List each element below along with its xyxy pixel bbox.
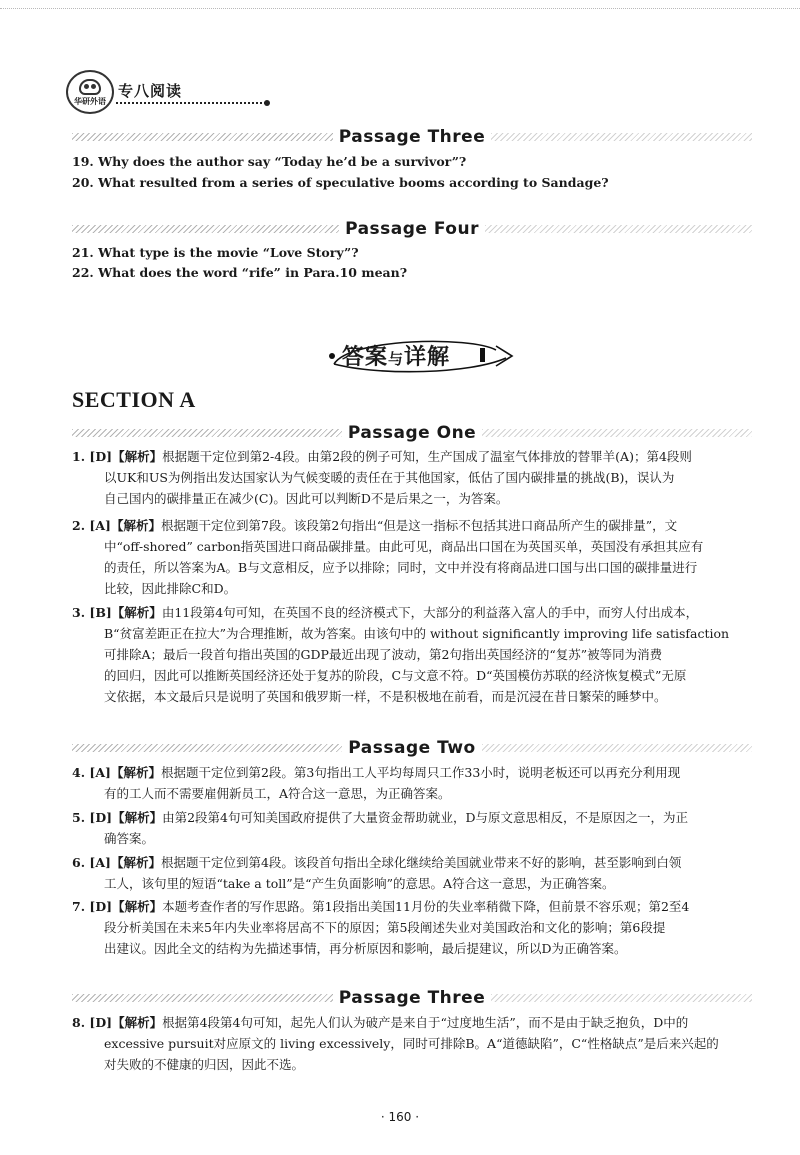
answer-line: 由第2段第4句可知美国政府提供了大量资金帮助就业，D与原文意思相反，不是原因之一，为正 — [162, 810, 689, 825]
publisher-logo — [66, 70, 114, 114]
passage-label: Passage Four — [345, 219, 479, 239]
passage-label: Passage Three — [338, 127, 486, 147]
answer-item — [72, 602, 762, 707]
logo-text: 华研外语 — [74, 97, 106, 106]
page-number: · 160 · — [380, 1110, 420, 1124]
passage-label: Passage One — [347, 423, 477, 443]
answer-key: 2. [A] — [72, 518, 111, 533]
answer-line: B“贫富差距正在拉大”为合理推断，故为答案。由该句中的 without significantly improving life satisfaction — [104, 626, 730, 641]
answer-item — [72, 896, 762, 959]
answer-key: 1. [D] — [72, 449, 113, 464]
answer-line: 根据题干定位到第2-4段。由第2段的例子可知，生产国成了温室气体排放的替罪羊(A)；第4段则 — [162, 449, 692, 464]
passage-label: Passage Two — [348, 738, 476, 758]
section-title: SECTION A — [72, 387, 196, 412]
analysis-tag: 【解析】 — [110, 855, 161, 870]
answer-key: 5. [D] — [72, 810, 113, 825]
answer-line: 本题考查作者的写作思路。第1段指出美国11月份的失业率稍微下降，但前景不容乐观；第2至4 — [162, 899, 690, 914]
question-item: 19. Why does the author say “Today he’d be a survivor”? — [72, 154, 467, 169]
hatch-decoration — [482, 744, 752, 752]
passage-label: Passage Three — [338, 988, 486, 1008]
answer-line: 确答案。 — [104, 831, 155, 846]
book-header — [66, 70, 206, 110]
answer-title-small: 与 — [388, 350, 405, 368]
question-item: 21. What type is the movie “Love Story”? — [72, 245, 359, 260]
analysis-tag: 【解析】 — [112, 1015, 163, 1030]
answer-item — [72, 807, 762, 849]
answer-line: 的回归，因此可以推断英国经济还处于复苏的阶段，C与文意不符。D“英国模仿苏联的经济恢复模式”无原 — [104, 668, 687, 683]
passage-heading — [72, 219, 752, 239]
answer-key: 4. [A] — [72, 765, 111, 780]
answer-item — [72, 762, 762, 804]
answer-line: 中“off-shored” carbon指英国进口商品碳排量。由此可见，商品出口国在为英国买单，英国没有承担其应有 — [104, 539, 704, 554]
hatch-decoration — [72, 744, 342, 752]
answer-line: 根据题干定位到第4段。该段首句指出全球化继续给美国就业带来不好的影响，甚至影响到白领 — [160, 855, 682, 870]
answer-key: 6. [A] — [72, 855, 111, 870]
answer-line: 以UK和US为例指出发达国家认为气候变暖的责任在于其他国家，低估了国内碳排量的挑战(B)，误认为 — [104, 470, 675, 485]
answer-line: 比较，因此排除C和D。 — [104, 581, 237, 596]
answer-title — [342, 340, 450, 371]
passage-heading — [72, 423, 752, 443]
answer-key: 7. [D] — [72, 899, 113, 914]
passage-heading — [72, 127, 752, 147]
answer-banner — [320, 330, 520, 380]
answer-line: 根据第4段第4句可知，起先人们认为破产是来自于“过度地生活”，而不是由于缺乏抱负，D中的 — [162, 1015, 689, 1030]
answer-title-main2: 详解 — [404, 345, 451, 370]
hatch-decoration — [482, 429, 752, 437]
hatch-decoration — [72, 133, 333, 141]
book-title: 专八阅读 — [118, 82, 183, 100]
answer-item — [72, 852, 762, 894]
answer-line: 段分析美国在未来5年内失业率将居高不下的原因；第5段阐述失业对美国政治和文化的影响；第6段提 — [104, 920, 666, 935]
answer-line: 可排除A；最后一段首句指出英国的GDP最近出现了波动，第2句指出英国经济的“复苏”被等同为消费 — [104, 647, 663, 662]
passage-heading — [72, 988, 752, 1008]
frog-icon — [79, 79, 101, 95]
answer-title-main: 答案 — [342, 345, 389, 370]
hatch-decoration — [491, 994, 752, 1002]
passage-heading — [72, 738, 752, 758]
analysis-tag: 【解析】 — [110, 518, 161, 533]
answer-line: 出建议。因此全文的结构为先描述事情，再分析原因和影响，最后提建议，所以D为正确答案。 — [104, 941, 627, 956]
analysis-tag: 【解析】 — [111, 605, 162, 620]
hatch-decoration — [491, 133, 752, 141]
answer-line: 有的工人而不需要雇佣新员工，A符合这一意思，为正确答案。 — [104, 786, 451, 801]
answer-key: 8. [D] — [72, 1015, 113, 1030]
hatch-decoration — [485, 225, 752, 233]
analysis-tag: 【解析】 — [110, 765, 161, 780]
answer-key: 3. [B] — [72, 605, 112, 620]
answer-item — [72, 1012, 762, 1075]
analysis-tag: 【解析】 — [112, 449, 163, 464]
answer-line: 根据题干定位到第7段。该段第2句指出“但是这一指标不包括其进口商品所产生的碳排量”，文 — [160, 518, 678, 533]
answer-line: 自己国内的碳排量正在减少(C)。因此可以判断D不是后果之一，为答案。 — [104, 491, 509, 506]
answer-item — [72, 515, 762, 599]
answer-line: 的责任，所以答案为A。B与文意相反，应予以排除；同时，文中并没有将商品进口国与出口国的碳排量进行 — [104, 560, 698, 575]
hatch-decoration — [72, 994, 333, 1002]
analysis-tag: 【解析】 — [112, 899, 163, 914]
answer-line: 文依据，本文最后只是说明了英国和俄罗斯一样，不是积极地在前看，而是沉浸在昔日繁荣的睡梦中。 — [104, 689, 667, 704]
answer-line: 由11段第4句可知，在英国不良的经济模式下，大部分的利益落入富人的手中，而穷人付出成本， — [161, 605, 699, 620]
answer-line: 工人，该句里的短语“take a toll”是“产生负面影响”的意思。A符合这一意思，为正确答案。 — [104, 876, 615, 891]
question-item: 20. What resulted from a series of speculative booms according to Sandage? — [72, 175, 609, 190]
header-rule — [116, 102, 266, 104]
analysis-tag: 【解析】 — [112, 810, 163, 825]
hatch-decoration — [72, 225, 339, 233]
answer-item — [72, 446, 762, 509]
scan-artifact-top — [0, 8, 800, 11]
hatch-decoration — [72, 429, 342, 437]
question-item: 22. What does the word “rife” in Para.10 mean? — [72, 265, 408, 280]
answer-line: 根据题干定位到第2段。第3句指出工人平均每周只工作33小时，说明老板还可以再充分利用现 — [160, 765, 681, 780]
answer-line: excessive pursuit对应原文的 living excessively，同时可排除B。A“道德缺陷”，C“性格缺点”是后来兴起的 — [104, 1036, 719, 1051]
answer-line: 对失败的不健康的归因，因此不选。 — [104, 1057, 305, 1072]
